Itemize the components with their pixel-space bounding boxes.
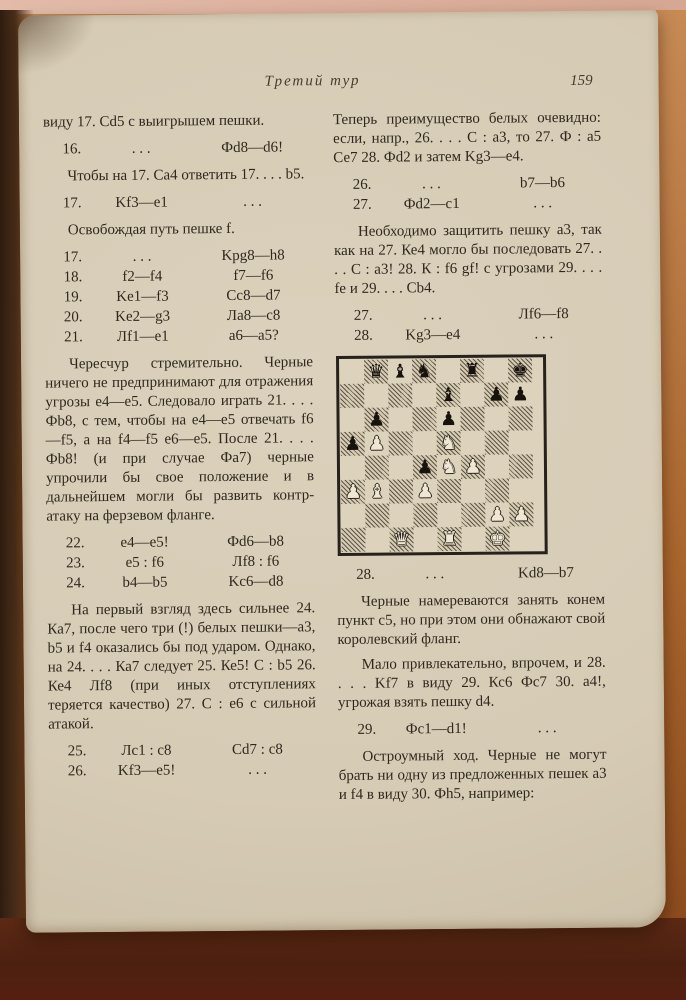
board-square-c1 [389, 527, 413, 551]
paragraph: Теперь преимущество белых очевидно: если, напр., 26. . . . С : а3, то 27. Ф : а5 Се7 28. Фd2 и затем Kg3—е4. [332, 109, 602, 167]
black-move: Фd8—d6! [221, 139, 284, 157]
move-row [45, 326, 313, 347]
board-square-a7 [340, 384, 364, 408]
board-square-e3 [437, 479, 461, 503]
move-number: 21. [63, 329, 83, 346]
move-row [338, 719, 606, 740]
move-row [47, 572, 315, 593]
move-number: 18. [63, 269, 83, 286]
white-move: Фc1—d1! [405, 720, 467, 738]
move-row [48, 740, 316, 761]
move-row [333, 174, 601, 195]
board-square-d8 [412, 359, 436, 383]
chess-diagram [336, 354, 548, 556]
chess-piece-bN-d8: ♞ [415, 360, 433, 383]
move-row [335, 325, 603, 346]
board-square-d4 [413, 455, 437, 479]
board-square-d6 [412, 407, 436, 431]
move-row [337, 564, 605, 585]
board-square-e5 [437, 431, 461, 455]
white-move: . . . [132, 248, 152, 265]
white-move: f2—f4 [122, 268, 163, 285]
board-square-f3 [461, 479, 485, 503]
move-number: 23. [65, 555, 85, 572]
move-row [49, 760, 317, 781]
board-square-a5 [341, 432, 365, 456]
board-square-h3 [509, 478, 533, 502]
board-square-f1 [461, 527, 485, 551]
paragraph: Остроумный ход. Черные не могут брать ни одну из предложенных пешек а3 и f4 в виду 30. Фh5, например: [338, 746, 607, 804]
black-move: Cc8—d7 [226, 287, 281, 305]
chess-piece-wP-g2: ♟ [488, 503, 506, 526]
chess-piece-wR-e1: ♜ [440, 527, 459, 551]
white-move: Лf1—e1 [116, 328, 169, 345]
text-columns [19, 94, 665, 814]
move-table [335, 305, 603, 346]
board-square-a3 [341, 480, 365, 504]
move-number: 27. [353, 307, 373, 324]
board-square-e1 [437, 527, 461, 551]
board-square-h8 [508, 358, 532, 382]
move-row [47, 532, 315, 553]
board-square-e6 [436, 407, 460, 431]
board-square-g6 [484, 407, 508, 431]
board-square-e4 [437, 455, 461, 479]
board-square-g1 [485, 527, 509, 551]
move-number: 28. [353, 327, 373, 344]
move-row [44, 192, 312, 213]
white-move: Kf3—e5! [117, 762, 176, 779]
move-row [47, 552, 315, 573]
move-table [44, 246, 313, 347]
black-move: . . . [537, 720, 557, 737]
paragraph: виду 17. Cd5 с выигрышем пешки. [42, 112, 265, 131]
board-square-g2 [485, 503, 509, 527]
black-move: f7—f6 [233, 267, 274, 284]
chess-piece-wN-e5: ♞ [440, 431, 458, 455]
board-square-b3 [365, 480, 389, 504]
white-move: Ke2—g3 [115, 308, 171, 325]
move-number: 29. [357, 721, 377, 738]
board-square-b2 [365, 504, 389, 528]
board-square-d7 [412, 383, 436, 407]
chess-piece-bK-h8: ♚ [511, 359, 529, 382]
black-move: . . . [533, 195, 553, 212]
board-square-g3 [485, 479, 509, 503]
chess-piece-wN-e4: ♞ [440, 455, 458, 479]
left-column [43, 111, 317, 813]
chess-piece-wQ-c1: ♛ [392, 528, 411, 551]
board-square-g8 [484, 359, 508, 383]
white-move: . . . [131, 140, 151, 157]
board-square-e2 [437, 503, 461, 527]
black-move: Cd7 : c8 [231, 741, 283, 758]
chess-piece-bQ-b8: ♛ [367, 360, 385, 383]
chess-piece-bP-d4: ♟ [416, 456, 434, 479]
board-square-d2 [413, 503, 437, 527]
chess-piece-wP-d3: ♟ [416, 480, 434, 503]
board-square-a8 [340, 360, 364, 384]
move-table [48, 740, 316, 781]
chess-piece-bP-g7: ♟ [487, 383, 505, 406]
running-title: Третий тур [264, 72, 361, 90]
board-square-c8 [388, 359, 412, 383]
board-square-e7 [436, 383, 460, 407]
black-move: . . . [534, 326, 554, 343]
board-square-f4 [461, 455, 485, 479]
chess-piece-bP-b6: ♟ [367, 408, 386, 431]
chess-piece-bP-a5: ♟ [344, 432, 362, 455]
white-move: e5 : f6 [125, 554, 165, 571]
board-square-b7 [364, 384, 388, 408]
chess-piece-wP-a3: ♟ [344, 480, 362, 503]
white-move: e4—e5! [120, 534, 169, 551]
board-square-d1 [413, 527, 437, 551]
white-move: Лс1 : с8 [121, 742, 172, 759]
move-number: 19. [63, 289, 83, 306]
chess-piece-bR-f8: ♜ [463, 359, 481, 382]
board-square-h6 [508, 406, 532, 430]
move-number: 17. [62, 195, 82, 212]
page-number: 159 [570, 72, 593, 89]
board-square-h7 [508, 382, 532, 406]
paragraph: Освобождая путь пешке f. [67, 220, 235, 239]
white-move: Фd2—c1 [403, 195, 460, 213]
chess-piece-wP-b5: ♟ [368, 432, 386, 455]
board-square-d3 [413, 479, 437, 503]
black-move: . . . [248, 761, 268, 778]
chess-piece-wP-f4: ♟ [464, 455, 482, 478]
board-square-e8 [436, 359, 460, 383]
board-square-a6 [340, 408, 364, 432]
chess-piece-wP-h2: ♟ [512, 503, 530, 526]
board-square-g5 [485, 431, 509, 455]
move-row [44, 286, 312, 307]
move-number: 28. [356, 566, 375, 583]
move-table [333, 174, 601, 215]
move-table [44, 192, 312, 213]
white-move: . . . [425, 566, 445, 583]
board-square-c2 [389, 503, 413, 527]
board-square-b6 [364, 408, 388, 432]
white-move: Kf3—e1 [115, 194, 168, 211]
chess-piece-bP-h7: ♟ [511, 383, 529, 406]
book-page [18, 10, 666, 933]
board-square-c6 [388, 407, 412, 431]
board-square-a4 [341, 456, 365, 480]
white-move: . . . [422, 176, 441, 193]
black-move: Фd6—b8 [227, 533, 285, 551]
board-square-f2 [461, 503, 485, 527]
black-move: . . . [243, 193, 263, 210]
move-table [47, 532, 316, 593]
chess-piece-wB-b3: ♝ [368, 480, 386, 503]
paragraph: На первый взгляд здесь сильнее 24. Ка7, после чего три (!) белых пешки—а3, b5 и f4 оказались бы под ударом. Однако, на 24. . . . Ка7 следует 25. Ке5! С : b5 26. Ке4 Лf8 (при иных отступлениях теряется качество) 27. С : е6 с сильной атакой. [47, 600, 317, 733]
move-table [338, 719, 606, 740]
paragraph: Мало привлекательно, впрочем, и 28. . . . Kf7 в виду 29. Кс6 Фс7 30. а4!, угрожая взять пешку d4. [337, 654, 606, 712]
move-row [44, 246, 312, 267]
move-number: 27. [352, 196, 372, 213]
white-move: Ke1—f3 [116, 288, 169, 305]
black-move: Kpg8—h8 [221, 247, 285, 265]
board-square-h2 [509, 502, 533, 526]
move-number: 25. [67, 743, 87, 760]
white-move: . . . [423, 307, 443, 324]
chess-piece-bB-e7: ♝ [439, 383, 457, 407]
board-square-c3 [389, 479, 413, 503]
move-number: 26. [352, 176, 372, 193]
move-row [334, 194, 602, 215]
black-move: Лf6—f8 [518, 306, 569, 323]
move-number: 24. [66, 575, 86, 592]
move-table [337, 564, 605, 585]
move-number: 20. [63, 309, 83, 326]
board-square-h5 [509, 430, 533, 454]
board-square-f8 [460, 359, 484, 383]
move-number: 17. [63, 249, 83, 266]
white-move: b4—b5 [122, 574, 168, 591]
move-row [43, 138, 311, 159]
paragraph: Чересчур стремительно. Черные ничего не предпринимают для отражения угрозы е4—е5. Следовало играть 21. . . . Фb8, с тем, чтобы на е4—е5 отвечать f6—f5, а на f4—f5 е6—е5. После 21. . . . Фb8! (и при случае Фа7) черные упрочили бы свое положение и в дальнейшем могли бы развить контр-атаку на ферзевом фланге. [45, 354, 315, 525]
black-move: a6—a5? [228, 327, 279, 344]
move-row [45, 306, 313, 327]
board-square-f7 [460, 383, 484, 407]
black-move: Kd8—b7 [517, 564, 574, 582]
black-move: Лf8 : f6 [232, 553, 280, 570]
chess-board [340, 358, 544, 552]
paragraph: Черные намереваются занять конем пункт с5, но при этом они обнажают свой королевский фланг. [337, 591, 606, 649]
board-square-b1 [365, 528, 389, 552]
black-move: Ла8—c8 [226, 307, 281, 324]
move-table [43, 138, 311, 159]
chess-piece-bB-c8: ♝ [391, 360, 409, 383]
right-column [333, 109, 607, 811]
board-square-f5 [461, 431, 485, 455]
move-number: 26. [67, 763, 87, 780]
board-square-c7 [388, 383, 412, 407]
black-move: Kc6—d8 [228, 573, 284, 590]
chess-piece-wK-g1: ♚ [488, 527, 507, 550]
board-square-f6 [460, 407, 484, 431]
move-row [44, 266, 312, 287]
board-square-a2 [341, 504, 365, 528]
board-square-c5 [389, 431, 413, 455]
board-square-b8 [364, 360, 388, 384]
board-square-a1 [341, 528, 365, 552]
board-square-g7 [484, 383, 508, 407]
board-square-d5 [413, 431, 437, 455]
board-square-c4 [389, 455, 413, 479]
board-square-h4 [509, 454, 533, 478]
board-square-h1 [509, 526, 533, 550]
paragraph: Необходимо защитить пешку а3, так как на 27. Ке4 могло бы последовать 27. . . . С : а3! 28. К : f6 gf! с угрозами 29. . . . fe и 29. . . . Cb4. [334, 221, 603, 298]
move-number: 22. [65, 535, 85, 552]
black-move: b7—b6 [519, 175, 566, 192]
move-row [335, 305, 603, 326]
board-square-b4 [365, 456, 389, 480]
paragraph: Чтобы на 17. Са4 ответить 17. . . . b5. [67, 166, 305, 185]
move-number: 16. [62, 141, 82, 158]
board-square-g4 [485, 455, 509, 479]
chess-piece-bP-e6: ♟ [439, 407, 458, 431]
board-square-b5 [365, 432, 389, 456]
white-move: Kg3—e4 [405, 326, 461, 344]
